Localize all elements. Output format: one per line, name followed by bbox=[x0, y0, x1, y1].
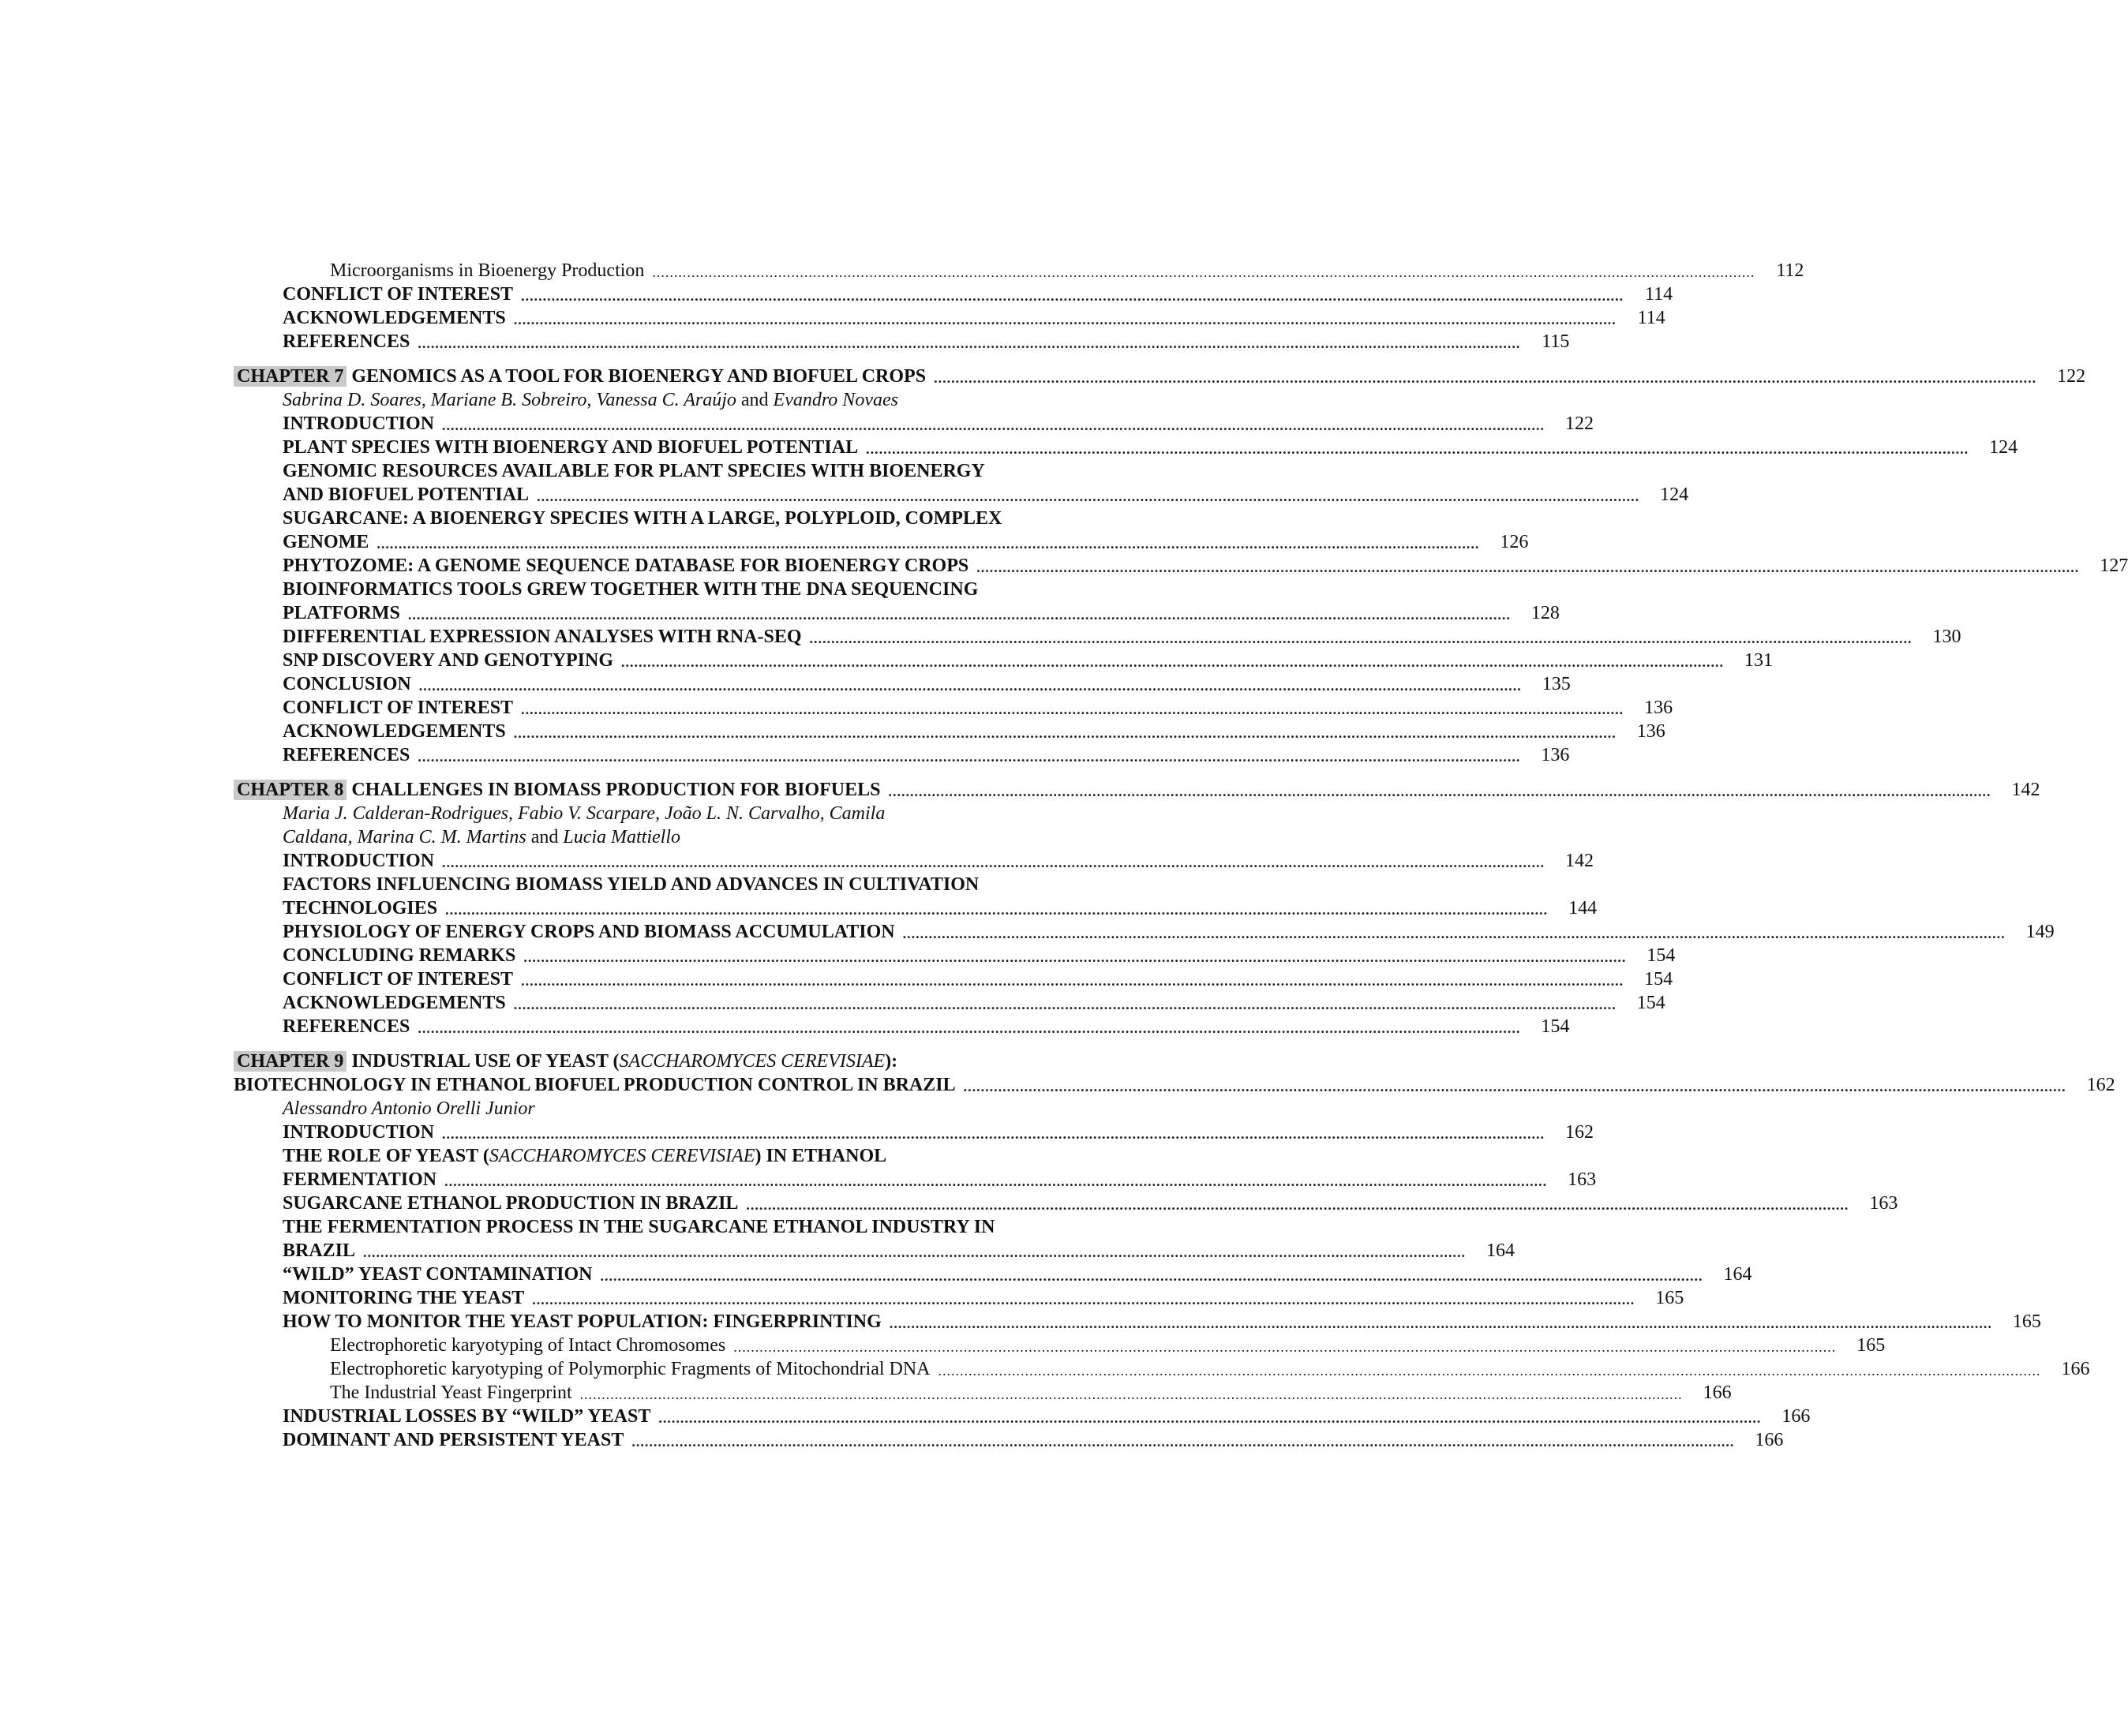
leader-dots: .............................................................................................................................................................................................................................................................. bbox=[537, 488, 1640, 504]
toc-entry-title-line1: THE FERMENTATION PROCESS IN THE SUGARCANE ETHANOL INDUSTRY IN bbox=[283, 1217, 995, 1237]
toc-entry-title-line1: THE ROLE OF YEAST ( bbox=[283, 1146, 489, 1166]
page-number: 122 bbox=[1565, 413, 1594, 434]
author-names: Evandro Novaes bbox=[773, 390, 898, 410]
page-number: 142 bbox=[2011, 780, 2040, 800]
toc-entry[interactable] bbox=[234, 483, 1689, 507]
leader-dots: .............................................................................................................................................................................................................................................................. bbox=[866, 441, 1969, 457]
toc-entry-title: The Industrial Yeast Fingerprint bbox=[330, 1382, 572, 1403]
toc-entry[interactable] bbox=[234, 436, 2018, 459]
toc-entry-title: Electrophoretic karyotyping of Polymorphic Fragments of Mitochondrial DNA bbox=[330, 1359, 931, 1379]
chapter-title: GENOMICS AS A TOOL FOR BIOENERGY AND BIOFUEL CROPS bbox=[351, 366, 927, 387]
page-number: 136 bbox=[1644, 698, 1673, 718]
leader-dots: .............................................................................................................................................................................................................................................................. bbox=[600, 1268, 1703, 1284]
page-number: 144 bbox=[1568, 898, 1598, 919]
toc-entry-title: REFERENCES bbox=[283, 745, 410, 765]
toc-entry[interactable] bbox=[234, 1334, 1886, 1357]
chapter-heading[interactable] bbox=[234, 1073, 2115, 1097]
page-number: 166 bbox=[1781, 1406, 1811, 1427]
toc-entry[interactable] bbox=[234, 412, 1594, 436]
toc-entry[interactable] bbox=[234, 743, 1570, 767]
leader-dots: .............................................................................................................................................................................................................................................................. bbox=[521, 288, 1624, 304]
toc-entry[interactable] bbox=[234, 649, 1773, 672]
toc-entry-line bbox=[234, 507, 1102, 530]
page-number: 166 bbox=[1703, 1382, 1732, 1403]
leader-dots: .............................................................................................................................................................................................................................................................. bbox=[445, 902, 1549, 918]
chapter-heading[interactable] bbox=[234, 365, 2086, 388]
page-number: 124 bbox=[1989, 437, 2018, 458]
toc-entry-title: BRAZIL bbox=[283, 1240, 356, 1261]
page-number: 166 bbox=[2061, 1359, 2090, 1379]
leader-dots: .............................................................................................................................................................................................................................................................. bbox=[523, 949, 1627, 965]
toc-entry[interactable] bbox=[234, 967, 1673, 991]
toc-entry-title: FERMENTATION bbox=[283, 1169, 437, 1190]
page-number: 136 bbox=[1541, 745, 1570, 765]
chapter-authors bbox=[234, 1097, 1102, 1121]
toc-entry-title: INTRODUCTION bbox=[283, 851, 435, 871]
page-number: 149 bbox=[2025, 922, 2055, 942]
page-number: 165 bbox=[2012, 1311, 2041, 1332]
leader-dots: .............................................................................................................................................................................................................................................................. bbox=[407, 607, 1511, 623]
leader-dots: .............................................................................................................................................................................................................................................................. bbox=[418, 335, 1521, 351]
table-of-contents bbox=[234, 259, 2128, 1452]
page-number: 131 bbox=[1744, 650, 1773, 671]
toc-entry[interactable] bbox=[234, 672, 1571, 696]
toc-entry[interactable] bbox=[234, 1381, 1732, 1405]
leader-dots: .............................................................................................................................................................................................................................................................. bbox=[442, 1126, 1545, 1142]
page-number: 126 bbox=[1500, 532, 1529, 552]
chapter-authors bbox=[234, 388, 1102, 412]
toc-entry-title-line1: GENOMIC RESOURCES AVAILABLE FOR PLANT SPECIES WITH BIOENERGY bbox=[283, 461, 985, 481]
toc-entry-title: ACKNOWLEDGEMENTS bbox=[283, 721, 506, 742]
leader-dots: .............................................................................................................................................................................................................................................................. bbox=[444, 1173, 1548, 1189]
toc-entry[interactable] bbox=[234, 1239, 1515, 1263]
leader-dots: .............................................................................................................................................................................................................................................................. bbox=[902, 926, 2006, 941]
toc-entry-title: MONITORING THE YEAST bbox=[283, 1288, 525, 1308]
toc-entry[interactable] bbox=[234, 696, 1673, 720]
leader-dots: .............................................................................................................................................................................................................................................................. bbox=[442, 417, 1545, 433]
page-number: 165 bbox=[1655, 1288, 1684, 1308]
toc-entry[interactable] bbox=[234, 1192, 1898, 1215]
page-number: 154 bbox=[1636, 993, 1665, 1013]
toc-entry-title: CONCLUSION bbox=[283, 674, 411, 694]
author-names: Alessandro Antonio Orelli Junior bbox=[283, 1098, 535, 1119]
page-number: 127 bbox=[2100, 556, 2128, 576]
page-number: 114 bbox=[1637, 308, 1665, 328]
toc-entry[interactable] bbox=[234, 1428, 1784, 1452]
author-names: Lucia Mattiello bbox=[563, 827, 680, 847]
chapter-tag: CHAPTER 8 bbox=[234, 780, 347, 800]
toc-entry-title-line1: ) IN ETHANOL bbox=[755, 1146, 887, 1166]
leader-dots: .............................................................................................................................................................................................................................................................. bbox=[621, 654, 1724, 670]
page-number: 154 bbox=[1541, 1016, 1570, 1037]
page-number: 122 bbox=[2057, 366, 2086, 387]
leader-dots: .............................................................................................................................................................................................................................................................. bbox=[579, 1386, 1683, 1402]
toc-entry-title: DOMINANT AND PERSISTENT YEAST bbox=[283, 1430, 624, 1450]
toc-entry[interactable] bbox=[234, 1168, 1597, 1192]
toc-entry-title: Microorganisms in Bioenergy Production bbox=[330, 260, 645, 281]
toc-entry[interactable] bbox=[234, 306, 1665, 330]
toc-entry[interactable] bbox=[234, 920, 2055, 944]
leader-dots: .............................................................................................................................................................................................................................................................. bbox=[363, 1244, 1467, 1260]
toc-entry[interactable] bbox=[234, 991, 1665, 1015]
toc-entry[interactable] bbox=[234, 601, 1560, 625]
chapter-authors bbox=[234, 802, 1102, 825]
page-number: 164 bbox=[1723, 1264, 1752, 1285]
toc-entry[interactable] bbox=[234, 1263, 1752, 1286]
toc-entry[interactable] bbox=[234, 259, 1804, 282]
leader-dots: .............................................................................................................................................................................................................................................................. bbox=[513, 725, 1617, 741]
toc-entry-title: Electrophoretic karyotyping of Intact Chromosomes bbox=[330, 1335, 726, 1356]
toc-entry-title: SNP DISCOVERY AND GENOTYPING bbox=[283, 650, 613, 671]
toc-entry[interactable] bbox=[234, 330, 1570, 354]
toc-entry-title: GENOME bbox=[283, 532, 369, 552]
chapter-tag: CHAPTER 7 bbox=[234, 366, 347, 387]
chapter-heading-line1[interactable] bbox=[234, 1049, 1102, 1073]
toc-entry-title: PLATFORMS bbox=[283, 603, 400, 623]
page-number: 136 bbox=[1636, 721, 1665, 742]
toc-entry-line bbox=[234, 1144, 1102, 1168]
leader-dots: .............................................................................................................................................................................................................................................................. bbox=[418, 678, 1522, 694]
toc-entry-title: ACKNOWLEDGEMENTS bbox=[283, 993, 506, 1013]
leader-dots: .............................................................................................................................................................................................................................................................. bbox=[513, 997, 1617, 1012]
page-number: 124 bbox=[1660, 485, 1689, 505]
toc-entry-title: SUGARCANE ETHANOL PRODUCTION IN BRAZIL bbox=[283, 1193, 739, 1214]
toc-entry-title: INTRODUCTION bbox=[283, 413, 435, 434]
page-number: 128 bbox=[1530, 603, 1560, 623]
chapter-title: INDUSTRIAL USE OF YEAST ( bbox=[351, 1051, 620, 1072]
leader-dots: .............................................................................................................................................................................................................................................................. bbox=[631, 1434, 1735, 1450]
toc-entry-title-italic: SACCHAROMYCES CEREVISIAE bbox=[489, 1146, 755, 1166]
toc-entry[interactable] bbox=[234, 282, 1673, 306]
toc-entry-title-line1: SUGARCANE: A BIOENERGY SPECIES WITH A LARGE, POLYPLOID, COMPLEX bbox=[283, 508, 1002, 529]
toc-entry-title: PHYTOZOME: A GENOME SEQUENCE DATABASE FOR BIOENERGY CROPS bbox=[283, 556, 969, 576]
leader-dots: .............................................................................................................................................................................................................................................................. bbox=[532, 1292, 1635, 1308]
toc-entry-title-line1: BIOINFORMATICS TOOLS GREW TOGETHER WITH THE DNA SEQUENCING bbox=[283, 579, 979, 600]
leader-dots: .............................................................................................................................................................................................................................................................. bbox=[418, 749, 1521, 765]
toc-entry-line bbox=[234, 578, 1102, 601]
leader-dots: .............................................................................................................................................................................................................................................................. bbox=[658, 1410, 1762, 1426]
leader-dots: .............................................................................................................................................................................................................................................................. bbox=[963, 1079, 2066, 1094]
chapter-tag: CHAPTER 9 bbox=[234, 1051, 347, 1072]
leader-dots: .............................................................................................................................................................................................................................................................. bbox=[442, 855, 1545, 870]
chapter-title: BIOTECHNOLOGY IN ETHANOL BIOFUEL PRODUCTION CONTROL IN BRAZIL bbox=[234, 1075, 956, 1095]
page-number: 115 bbox=[1542, 331, 1570, 352]
page-number: 114 bbox=[1644, 284, 1673, 305]
toc-entry-line bbox=[234, 873, 1102, 896]
page-number: 164 bbox=[1486, 1240, 1515, 1261]
page-number: 154 bbox=[1647, 945, 1676, 966]
page-number: 142 bbox=[1565, 851, 1594, 871]
chapter-title: CHALLENGES IN BIOMASS PRODUCTION FOR BIOFUELS bbox=[351, 780, 881, 800]
author-names: Caldana, Marina C. M. Martins bbox=[283, 827, 526, 847]
toc-entry-title: TECHNOLOGIES bbox=[283, 898, 438, 919]
toc-entry-title: REFERENCES bbox=[283, 331, 410, 352]
leader-dots: .............................................................................................................................................................................................................................................................. bbox=[938, 1363, 2041, 1379]
author-names: Sabrina D. Soares, Mariane B. Sobreiro, Vanessa C. Araújo bbox=[283, 390, 736, 410]
leader-dots: .............................................................................................................................................................................................................................................................. bbox=[513, 312, 1617, 327]
toc-entry-title: CONFLICT OF INTEREST bbox=[283, 698, 514, 718]
author-and: and bbox=[740, 390, 769, 410]
toc-entry[interactable] bbox=[234, 554, 2128, 578]
toc-entry-title: INTRODUCTION bbox=[283, 1122, 435, 1143]
toc-entry[interactable] bbox=[234, 944, 1676, 967]
leader-dots: .............................................................................................................................................................................................................................................................. bbox=[809, 630, 1913, 646]
leader-dots: .............................................................................................................................................................................................................................................................. bbox=[976, 559, 2080, 575]
author-and: and bbox=[530, 827, 559, 847]
leader-dots: .............................................................................................................................................................................................................................................................. bbox=[521, 973, 1624, 989]
chapter-title-italic: SACCHAROMYCES CEREVISIAE bbox=[619, 1051, 886, 1072]
page-number: 163 bbox=[1568, 1169, 1597, 1190]
toc-entry[interactable] bbox=[234, 1286, 1684, 1310]
page-number: 162 bbox=[1565, 1122, 1594, 1143]
page-number: 166 bbox=[1755, 1430, 1784, 1450]
toc-entry[interactable] bbox=[234, 1405, 1811, 1428]
toc-entry-title: CONFLICT OF INTEREST bbox=[283, 284, 514, 305]
toc-entry[interactable] bbox=[234, 1357, 2090, 1381]
toc-entry-title: “WILD” YEAST CONTAMINATION bbox=[283, 1264, 593, 1285]
leader-dots: .............................................................................................................................................................................................................................................................. bbox=[418, 1020, 1521, 1036]
chapter-authors bbox=[234, 825, 1102, 849]
leader-dots: .............................................................................................................................................................................................................................................................. bbox=[652, 264, 1755, 280]
leader-dots: .............................................................................................................................................................................................................................................................. bbox=[733, 1339, 1837, 1355]
page-number: 154 bbox=[1644, 969, 1673, 990]
toc-entry-title: REFERENCES bbox=[283, 1016, 410, 1037]
toc-entry-title-line1: FACTORS INFLUENCING BIOMASS YIELD AND ADVANCES IN CULTIVATION bbox=[283, 874, 980, 895]
toc-entry-line bbox=[234, 1215, 1102, 1239]
chapter-heading[interactable] bbox=[234, 778, 2040, 802]
page-number: 162 bbox=[2086, 1075, 2115, 1095]
toc-entry-title: INDUSTRIAL LOSSES BY “WILD” YEAST bbox=[283, 1406, 651, 1427]
page-number: 112 bbox=[1776, 260, 1804, 281]
toc-entry[interactable] bbox=[234, 625, 1961, 649]
toc-entry[interactable] bbox=[234, 720, 1665, 743]
page-number: 135 bbox=[1542, 674, 1571, 694]
toc-entry-title: CONFLICT OF INTEREST bbox=[283, 969, 514, 990]
toc-entry-title: HOW TO MONITOR THE YEAST POPULATION: FINGERPRINTING bbox=[283, 1311, 882, 1332]
toc-entry-title: DIFFERENTIAL EXPRESSION ANALYSES WITH RNA-SEQ bbox=[283, 627, 802, 647]
chapter-title: ): bbox=[885, 1051, 898, 1072]
author-names: Maria J. Calderan-Rodrigues, Fabio V. Scarpare, João L. N. Carvalho, Camila bbox=[283, 803, 886, 824]
toc-entry-title: AND BIOFUEL POTENTIAL bbox=[283, 485, 530, 505]
toc-entry[interactable] bbox=[234, 896, 1598, 920]
toc-entry[interactable] bbox=[234, 1310, 2041, 1334]
page-number: 165 bbox=[1856, 1335, 1886, 1356]
page-number: 130 bbox=[1932, 627, 1961, 647]
toc-entry-title: CONCLUDING REMARKS bbox=[283, 945, 516, 966]
toc-entry-title: ACKNOWLEDGEMENTS bbox=[283, 308, 506, 328]
leader-dots: .............................................................................................................................................................................................................................................................. bbox=[746, 1197, 1849, 1213]
leader-dots: .............................................................................................................................................................................................................................................................. bbox=[889, 1315, 1992, 1331]
toc-entry-line bbox=[234, 459, 1102, 483]
toc-entry[interactable] bbox=[234, 849, 1594, 873]
toc-entry-title: PLANT SPECIES WITH BIOENERGY AND BIOFUEL POTENTIAL bbox=[283, 437, 859, 458]
toc-entry[interactable] bbox=[234, 1015, 1570, 1038]
leader-dots: .............................................................................................................................................................................................................................................................. bbox=[377, 536, 1480, 552]
leader-dots: .............................................................................................................................................................................................................................................................. bbox=[888, 784, 1991, 799]
leader-dots: .............................................................................................................................................................................................................................................................. bbox=[934, 370, 2037, 386]
toc-entry-title: PHYSIOLOGY OF ENERGY CROPS AND BIOMASS ACCUMULATION bbox=[283, 922, 895, 942]
leader-dots: .............................................................................................................................................................................................................................................................. bbox=[521, 702, 1624, 717]
page-number: 163 bbox=[1869, 1193, 1898, 1214]
toc-entry[interactable] bbox=[234, 530, 1529, 554]
toc-entry[interactable] bbox=[234, 1121, 1594, 1144]
